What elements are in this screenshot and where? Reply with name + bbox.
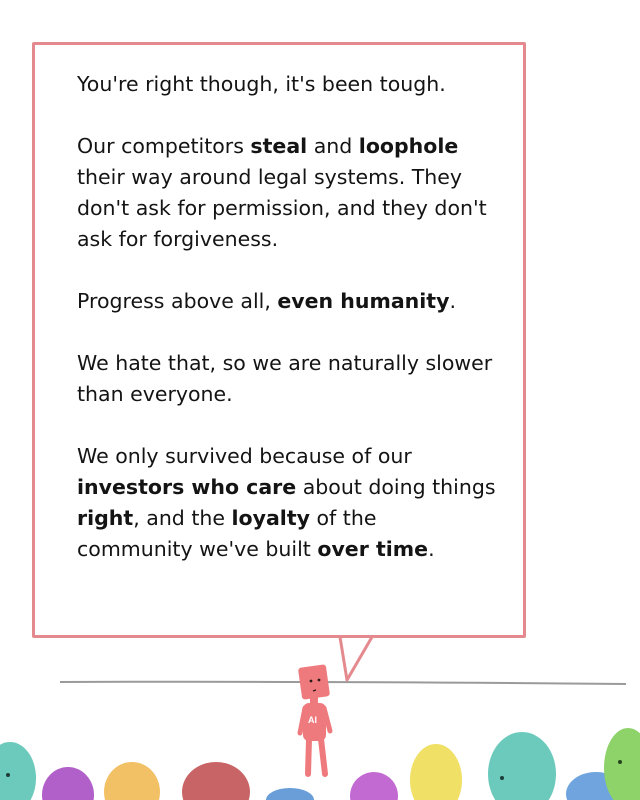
emphasis-loyalty: loyalty bbox=[231, 506, 310, 530]
crowd-member-green bbox=[604, 728, 640, 800]
ground-line bbox=[60, 682, 626, 684]
paragraph-2: Our competitors steal and loophole their way around legal systems. They don't ask for permission, and they don't ask for forgiveness. bbox=[77, 134, 487, 251]
character-eye-left bbox=[310, 680, 313, 683]
emphasis-right: right bbox=[77, 506, 134, 530]
character-eye-right bbox=[318, 679, 321, 682]
crowd-member-teal-left bbox=[0, 742, 36, 800]
character-shirt-label: AI bbox=[308, 715, 317, 725]
emphasis-even-humanity: even humanity bbox=[277, 289, 450, 313]
crowd-member-blue-mid bbox=[266, 788, 314, 800]
crowd-member-violet bbox=[350, 772, 398, 800]
paragraph-1: You're right though, it's been tough. bbox=[77, 72, 446, 96]
crowd-member-orange bbox=[104, 762, 160, 800]
emphasis-steal: steal bbox=[250, 134, 308, 158]
character-head bbox=[298, 664, 330, 700]
paragraph-4: We hate that, so we are naturally slower than everyone. bbox=[77, 351, 493, 406]
ai-character bbox=[298, 664, 330, 774]
crowd-member-teal-right bbox=[488, 732, 556, 800]
crowd-member-purple bbox=[42, 767, 94, 800]
paragraph-5: We only survived because of our investors who care about doing things right, and the loyalty of the community we've built over time. bbox=[77, 444, 496, 561]
character-leg-right bbox=[321, 739, 325, 774]
paragraph-3: Progress above all, even humanity. bbox=[77, 289, 456, 313]
character-leg-left bbox=[308, 739, 309, 774]
emphasis-over-time: over time bbox=[317, 537, 429, 561]
crowd-member-yellow bbox=[410, 744, 462, 800]
emphasis-investors: investors who care bbox=[77, 475, 297, 499]
emphasis-loophole: loophole bbox=[358, 134, 459, 158]
crowd-member-brick bbox=[182, 762, 250, 800]
